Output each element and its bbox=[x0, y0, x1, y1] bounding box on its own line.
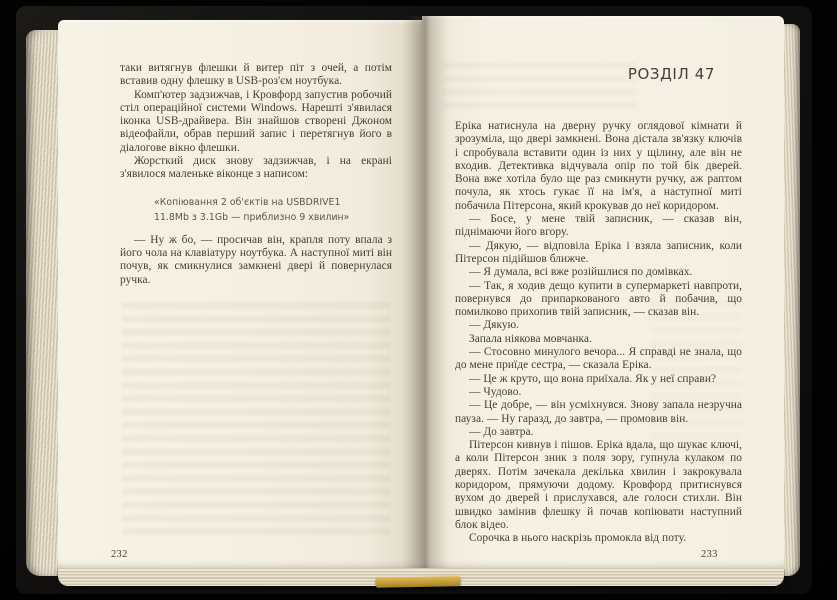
left-page-stack-edge bbox=[26, 30, 60, 576]
paragraph: — Стосовно минулого вечора... Я справді не знала, що до мене приїде сестра, — сказала Еріка. bbox=[455, 346, 742, 372]
copy-dialog-line-2: 11.8Mb з 3.1Gb — приблизно 9 хвилин» bbox=[154, 211, 350, 223]
paragraph: — До завтра. bbox=[469, 425, 534, 438]
paragraph: Сорочка в нього наскрізь промокла від поту. bbox=[469, 532, 687, 545]
paragraph: — Босе, у мене твій записник, — сказав він, піднімаючи його вгору. bbox=[455, 213, 742, 239]
left-page-body-text bbox=[120, 62, 392, 287]
paragraph: Еріка натиснула на дверну ручку оглядової кімнати й зрозуміла, що двері замкнені. Вона дістала зв'язку ключів і спробувала вставити один із них у щілину, але він не входив. Детективка відчувала опір по той бік дверей. Вона вже хотіла було ще раз смикнути ручку, аж раптом почула, як хтось гукає її на ім'я, а наступної миті побачила Пітерсона, який крокував до неї коридором. bbox=[455, 120, 742, 212]
chapter-heading: РОЗДІЛ 47 bbox=[627, 65, 715, 83]
right-page-stack-edge bbox=[782, 24, 800, 576]
paragraph: — Це добре, — він усміхнувся. Знову запала незручна пауза. — Ну гаразд, до завтра, — промовив він. bbox=[455, 399, 742, 425]
usb-copy-dialog-text bbox=[154, 195, 392, 225]
paragraph: — Дякую, — відповіла Еріка і взяла записник, коли Пітерсон підійшов ближче. bbox=[455, 239, 742, 265]
paragraph: — Чудово. bbox=[469, 385, 522, 398]
paragraph: — Так, я ходив дещо купити в супермаркеті навпроти, повернувся до припаркованого авто й побачив, що помилково прихопив твій записник, — сказав він. bbox=[455, 279, 742, 319]
paragraph: таки витягнув флешки й витер піт з очей, а потім вставив одну флешку в USB-роз'єм ноутбука. bbox=[120, 62, 392, 88]
paragraph: Запала ніякова мовчанка. bbox=[469, 332, 592, 345]
paragraph: — Я думала, всі вже розійшлися по домівках. bbox=[469, 266, 693, 279]
paragraph: Жорсткий диск знову задзижчав, і на екрані з'явилося маленьке віконце з написом: bbox=[120, 155, 392, 181]
paragraph: Пітерсон кивнув і пішов. Еріка вдала, що шукає ключі, а коли Пітерсон зник з поля зору, гупнула кулаком по дверях. Потім зачекала декілька хвилин і закрокувала коридором, прямуючи додому. Кровфорд притиснувся вухом до дверей і прислухався, але голоси стихли. Він швидко замінив флешку й почав копіювати наступний блок відео. bbox=[455, 439, 742, 531]
paragraph: — Ну ж бо, — просичав він, крапля поту впала з його чола на клавіатуру ноутбука. А наступної миті він почув, як смикнулися замкнені двері й повернулася ручка. bbox=[120, 233, 392, 286]
left-page-paragraphs-top bbox=[120, 62, 392, 182]
right-page-body-text bbox=[455, 120, 742, 546]
right-page-number: 233 bbox=[701, 549, 718, 560]
left-page-number: 232 bbox=[111, 549, 128, 560]
left-page-paragraphs-bottom bbox=[120, 234, 392, 287]
paragraph: Комп'ютер задзижчав, і Кровфорд запустив робочий стіл операційної системи Windows. Нарешті з'явилася іконка USB-драйвера. Він знайшов створені Джоном відеофайли, обрав перший запис і перетягнув його в діалогове вікно флешки. bbox=[120, 88, 392, 154]
copy-dialog-line-1: «Копіювання 2 об'єктів на USBDRIVE1 bbox=[154, 196, 341, 208]
bookmark-ribbon bbox=[376, 576, 460, 587]
paragraph: — Дякую. bbox=[469, 319, 520, 332]
paragraph: — Це ж круто, що вона приїхала. Як у неї справи? bbox=[469, 372, 717, 385]
